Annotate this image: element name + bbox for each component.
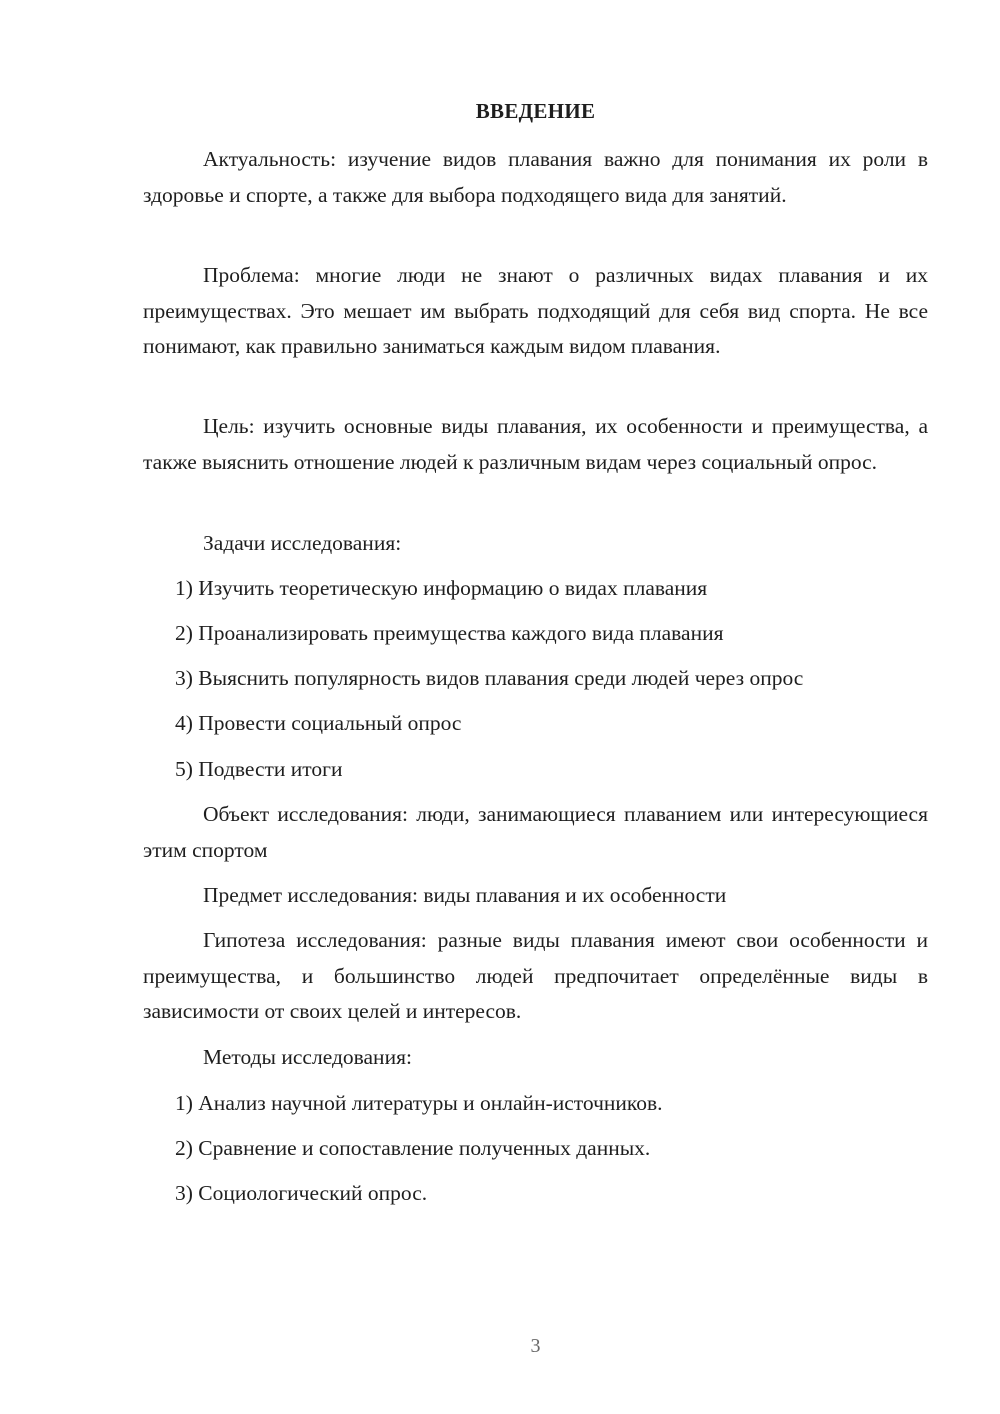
hypothesis-paragraph: Гипотеза исследования: разные виды плавания имеют свои особенности и преимущества, и большинство людей предпочитает определённые виды в зависимости от своих целей и интересов. bbox=[143, 928, 928, 1023]
tasks-title: Задачи исследования: bbox=[203, 531, 402, 555]
method-item: 1) Анализ научной литературы и онлайн-источников. bbox=[175, 1091, 663, 1115]
goal-paragraph: Цель: изучить основные виды плавания, их особенности и преимущества, а также выяснить отношение людей к различным видам через социальный опрос. bbox=[143, 414, 928, 474]
task-item: 3) Выяснить популярность видов плавания среди людей через опрос bbox=[175, 666, 804, 690]
task-item: 2) Проанализировать преимущества каждого вида плавания bbox=[175, 621, 724, 645]
method-item: 3) Социологический опрос. bbox=[175, 1181, 428, 1205]
problem-paragraph: Проблема: многие люди не знают о различных видах плавания и их преимуществах. Это мешает им выбрать подходящий для себя вид спорта. Не все понимают, как правильно заниматься каждым видом плавания. bbox=[143, 263, 928, 358]
task-item: 1) Изучить теоретическую информацию о видах плавания bbox=[175, 576, 708, 600]
document-page bbox=[143, 0, 928, 1414]
object-paragraph: Объект исследования: люди, занимающиеся плаванием или интересующиеся этим спортом bbox=[143, 802, 928, 862]
task-item: 4) Провести социальный опрос bbox=[175, 711, 462, 735]
relevance-paragraph: Актуальность: изучение видов плавания важно для понимания их роли в здоровье и спорте, а также для выбора подходящего вида для занятий. bbox=[143, 147, 928, 207]
task-item: 5) Подвести итоги bbox=[175, 757, 343, 781]
page-title: ВВЕДЕНИЕ bbox=[475, 99, 596, 123]
methods-title: Методы исследования: bbox=[203, 1045, 412, 1069]
subject-paragraph: Предмет исследования: виды плавания и их особенности bbox=[203, 883, 727, 907]
method-item: 2) Сравнение и сопоставление полученных данных. bbox=[175, 1136, 651, 1160]
page-number: 3 bbox=[530, 1335, 541, 1357]
